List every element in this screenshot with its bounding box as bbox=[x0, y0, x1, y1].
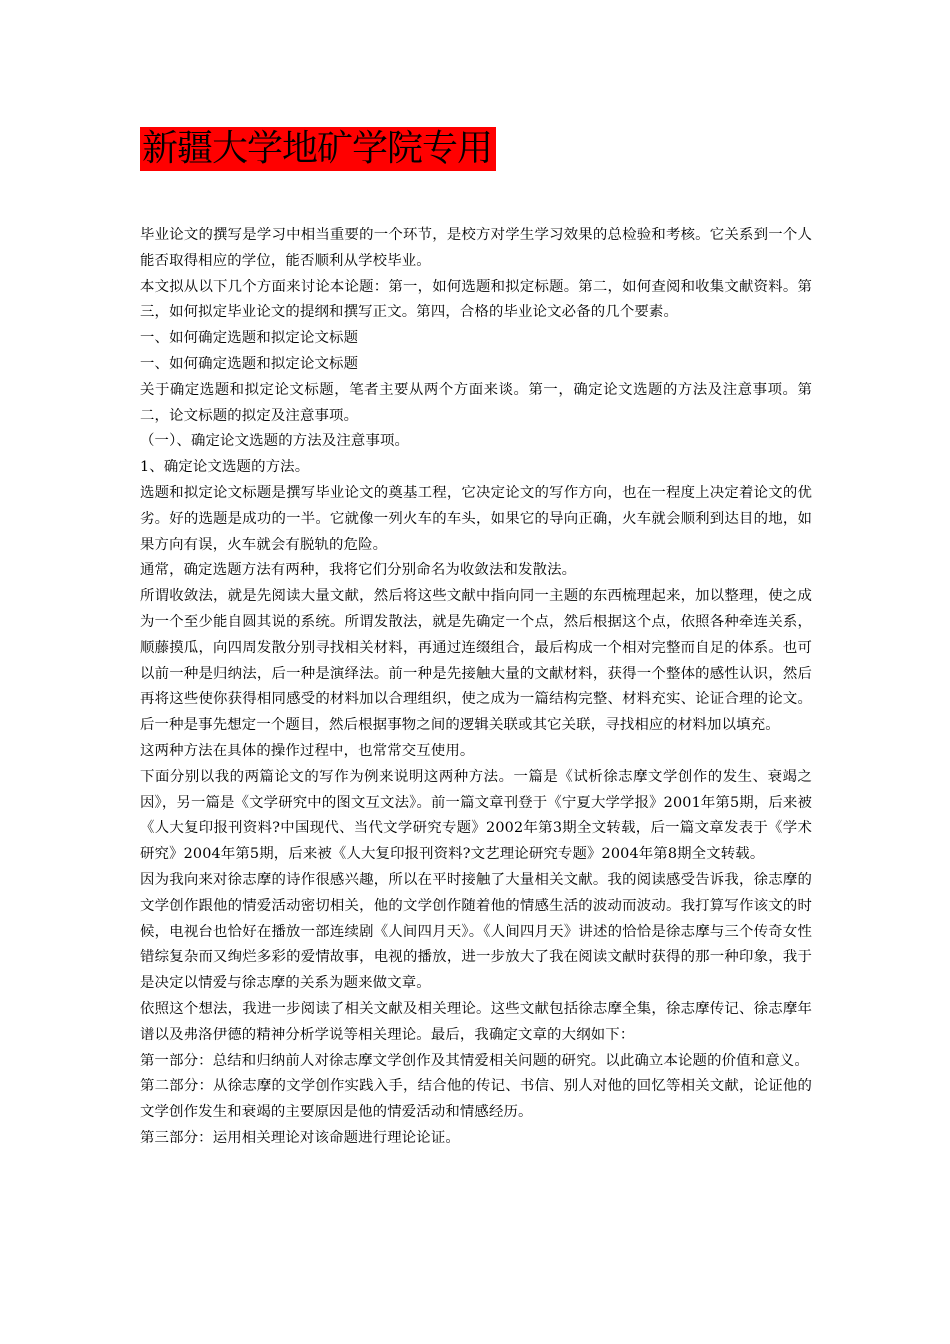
section-heading: 一、如何确定选题和拟定论文标题 bbox=[140, 330, 359, 347]
sub-subsection-heading: 1、确定论文选题的方法。 bbox=[140, 459, 310, 476]
paragraph-part-one: 第一部分：总结和归纳前人对徐志摩文学创作及其情爱相关问题的研究。以此确立本论题的价值和意义。 bbox=[140, 1052, 809, 1069]
paragraph-examples: 下面分别以我的两篇论文的写作为例来说明这两种方法。一篇是《试析徐志摩文学创作的发生、衰竭之因》，另一篇是《文学研究中的图文互文法》。前一篇文章刊登于《宁夏大学学报》2001年第5期，后来被《人大复印报刊资料?中国现代、当代文学研究专题》2002年第3期全文转载，后一篇文章发表于《学术研究》2004年第5期，后来被《人大复印报刊资料?文艺理论研究专题》2004年第8期全文转载。 bbox=[140, 768, 812, 863]
paragraph-two-methods: 通常，确定选题方法有两种，我将它们分别命名为收敛法和发散法。 bbox=[140, 562, 577, 579]
paragraph-method-definitions: 所谓收敛法，就是先阅读大量文献，然后将这些文献中指向同一主题的东西梳理起来，加以整理，使之成为一个至少能自圆其说的系统。所谓发散法，就是先确定一个点，然后根据这个点，依照各种牵连关系，顺藤摸瓜，向四周发散分别寻找相关材料，再通过连缀组合，最后构成一个相对完整而自足的体系。也可以前一种是归纳法，后一种是演绎法。前一种是先接触大量的文献材料，获得一个整体的感性认识，然后再将这些使你获得相同感受的材料加以合理组织，使之成为一篇结构完整、材料充实、论证合理的论文。后一种是事先想定一个题目，然后根据事物之间的逻辑关联或其它关联，寻找相应的材料加以填充。 bbox=[140, 588, 812, 734]
paragraph-part-three: 第三部分：运用相关理论对该命题进行理论论证。 bbox=[140, 1129, 460, 1146]
paragraph-section-intro: 关于确定选题和拟定论文标题，笔者主要从两个方面来谈。第一，确定论文选题的方法及注意事项。第二，论文标题的拟定及注意事项。 bbox=[140, 381, 812, 424]
paragraph-intro: 毕业论文的撰写是学习中相当重要的一个环节，是校方对学生学习效果的总检验和考核。它关系到一个人能否取得相应的学位，能否顺利从学校毕业。 bbox=[140, 227, 812, 269]
highlighted-banner-title: 新疆大学地矿学院专用 bbox=[140, 127, 496, 171]
paragraph-further-reading: 依照这个想法，我进一步阅读了相关文献及相关理论。这些文献包括徐志摩全集，徐志摩传记、徐志摩年谱以及弗洛伊德的精神分析学说等相关理论。最后，我确定文章的大纲如下： bbox=[140, 1000, 812, 1043]
paragraph-part-two: 第二部分：从徐志摩的文学创作实践入手，结合他的传记、书信、别人对他的回忆等相关文献，论证他的文学创作发生和衰竭的主要原因是他的情爱活动和情感经历。 bbox=[140, 1078, 812, 1121]
subsection-heading: （一）、确定论文选题的方法及注意事项。 bbox=[140, 433, 410, 450]
paragraph-methods-combined: 这两种方法在具体的操作过程中，也常常交互使用。 bbox=[140, 742, 475, 759]
section-heading-repeat: 一、如何确定选题和拟定论文标题 bbox=[140, 355, 359, 372]
paragraph-outline: 本文拟从以下几个方面来讨论本论题：第一，如何选题和拟定标题。第二，如何查阅和收集文献资料。第三，如何拟定毕业论文的提纲和撰写正文。第四，合格的毕业论文必备的几个要素。 bbox=[140, 278, 812, 321]
paragraph-xu-zhimo-interest: 因为我向来对徐志摩的诗作很感兴趣，所以在平时接触了大量相关文献。我的阅读感受告诉我，徐志摩的文学创作跟他的情爱活动密切相关，他的文学创作随着他的情感生活的波动而波动。我打算写作该文的时候，电视台也恰好在播放一部连续剧《人间四月天》。《人间四月天》讲述的恰恰是徐志摩与三个传奇女性错综复杂而又绚烂多彩的爱情故事，电视的播放，进一步放大了我在阅读文献时获得的那一种印象，我于是决定以情爱与徐志摩的关系为题来做文章。 bbox=[140, 871, 812, 992]
paragraph-topic-importance: 选题和拟定论文标题是撰写毕业论文的奠基工程，它决定论文的写作方向，也在一程度上决定着论文的优劣。好的选题是成功的一半。它就像一列火车的车头，如果它的导向正确，火车就会顺利到达目的地，如果方向有误，火车就会有脱轨的危险。 bbox=[140, 484, 812, 553]
body-text bbox=[140, 223, 812, 1152]
